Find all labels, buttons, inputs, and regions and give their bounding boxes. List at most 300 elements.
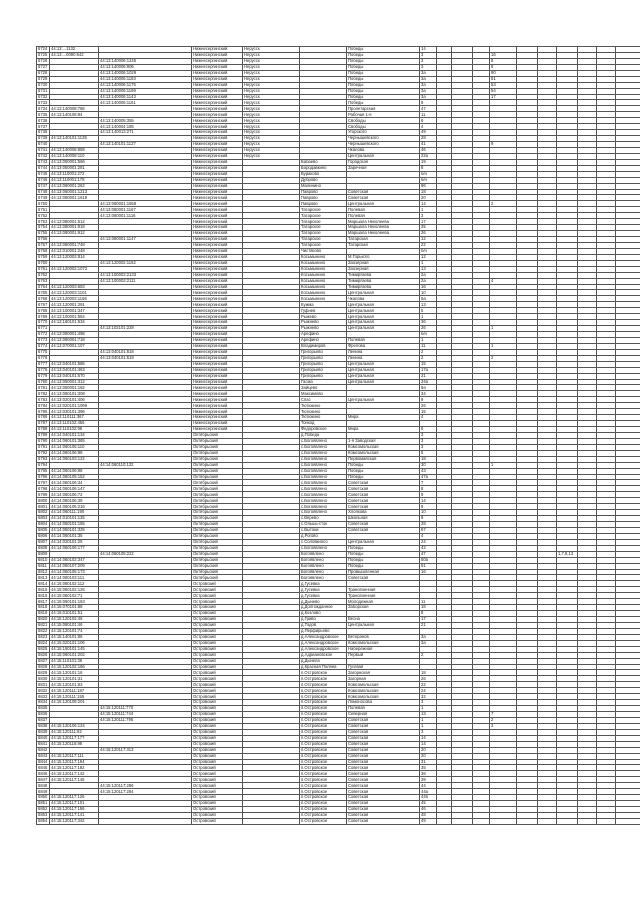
table-cell: Тимирязева [347,278,420,284]
table-cell: Октябрьский [192,539,243,545]
page-top-margin [0,0,640,46]
table-cell: Советская [347,759,420,765]
table-cell [517,818,538,824]
table-cell: Нижнесергинский [192,266,243,272]
table-row [37,818,640,824]
table-cell: Чернышевского [347,136,420,142]
table-cell [578,818,597,824]
table-cell: с.Верево [300,516,347,522]
table-cell: Октябрьский [192,474,243,480]
table-cell: 44:14:060103:122 [50,456,99,462]
table-cell: Островский [192,765,243,771]
table-cell: д.Александровское [300,646,347,652]
table-cell [616,818,640,824]
table-cell: 6852 [37,807,50,813]
table-cell [243,818,300,824]
table-cell: 44:13:040101:570 [50,373,99,379]
table-cell: п.Островское [300,777,347,783]
table-cell: 28 [420,136,437,142]
table-cell: Октябрьский [192,575,243,581]
table-cell: Нижнесергинский [192,177,243,183]
table-cell: 6753 [37,219,50,225]
table-cell: с.Соловкиосо [300,539,347,545]
table-cell [538,818,557,824]
table-cell: Центральная [347,367,420,373]
table-cell: Островский [192,712,243,718]
table-cell: п.Островское [300,783,347,789]
table-cell: Нижнесергинский [192,189,243,195]
table-cell: 44:15:060101:163 [50,599,99,605]
table-cell: 6823 [37,634,50,640]
table-cell: 6795 [37,468,50,474]
table-cell: Нерусск [243,130,300,136]
table-cell: с.Богоявлено [300,504,347,510]
table-cell: Победы [347,82,420,88]
table-cell: 44:15:120116:98 [50,741,99,747]
table-cell: Кужма [300,302,347,308]
table-cell: 4 [420,533,437,539]
table-cell: Центральная [347,397,420,403]
table-cell: 1 [420,207,437,213]
table-cell: с.Богоявлено [300,438,347,444]
table-cell: Гуфнев [300,308,347,314]
table-cell: Нижнесергинский [192,213,243,219]
table-cell: п.Островское [300,735,347,741]
table-cell: 6750 [37,201,50,207]
table-cell: 1 [420,260,437,266]
table-cell: 44:14:060102:347 [50,557,99,563]
table-cell: 6734 [37,106,50,112]
table-cell: Богоявлено [300,557,347,563]
table-cell: 6850 [37,795,50,801]
table-cell: Советская [347,717,420,723]
table-cell: 44:13:100001:347 [50,308,99,314]
table-cell: 44:15:120106:124 [50,723,99,729]
table-cell: Нижнесергинский [192,320,243,326]
table-cell: 53 [490,82,517,88]
table-cell: 44:13:060001:262 [50,183,99,189]
table-cell: Островский [192,723,243,729]
table-cell: Победы [347,462,420,468]
table-cell: с.Богоявлено [300,545,347,551]
table-cell: Октябрьский [192,545,243,551]
table-cell: Нерусск [243,64,300,70]
table-cell: 44:15:120117:342 [50,818,99,824]
table-cell: Нерусск [243,58,300,64]
table-cell: п.Островское [300,801,347,807]
table-cell: Советская [347,771,420,777]
table-cell: Комсомольская [347,688,420,694]
table-cell: Бураково [300,171,347,177]
table-cell: 31 [420,759,437,765]
table-cell: 6767 [37,302,50,308]
table-cell: 49 [420,818,437,824]
table-cell: п.Островское [300,729,347,735]
table-cell: Островский [192,747,243,753]
table-cell: 44:14:010101:125 [50,516,99,522]
table-cell: 6841 [37,741,50,747]
table-cell: 44:15:120117:145 [50,777,99,783]
table-cell: 30 [420,462,437,468]
table-cell: 6726 [37,58,50,64]
table-cell: 44:13:090001:718 [50,337,99,343]
table-cell: 6727 [37,64,50,70]
table-cell: 8 [420,165,437,171]
table-cell: 6807 [37,539,50,545]
table-cell: Дуброво [300,177,347,183]
table-cell: Нижнесергинский [192,397,243,403]
table-cell: Октябрьский [192,492,243,498]
table-cell: б/н [420,177,437,183]
table-cell: Нижнесергинский [192,58,243,64]
table-cell: 6747 [37,183,50,189]
table-cell: п.Островское [300,712,347,718]
table-cell: 3а [420,76,437,82]
table-cell: 6758 [37,248,50,254]
table-cell: 3 [420,700,437,706]
table-cell: 11 [420,343,437,349]
table-cell: Нижнесергинский [192,296,243,302]
table-cell: Советская [347,789,420,795]
table-cell: 6790 [37,438,50,444]
table-cell: 44:15:060101:202 [50,652,99,658]
table-cell: с.Богоявлено [300,462,347,468]
table-cell: 46 [420,807,437,813]
table-cell: Центральная [347,302,420,308]
table-cell: 20 [420,747,437,753]
table-cell: 51 [420,563,437,569]
table-cell: 6760 [37,260,50,266]
table-cell: 44:15:120117:156 [50,807,99,813]
table-cell: Ленина [347,355,420,361]
table-cell: 26 [420,676,437,682]
table-cell: 39 [420,777,437,783]
table-cell: Мира [347,427,420,433]
table-cell: Советская [347,522,420,528]
table-cell: Татарское [300,225,347,231]
table-cell: Нижнесергинский [192,207,243,213]
table-cell: 44:15:060102:126 [50,587,99,593]
table-cell: Комсомольская [347,682,420,688]
table-cell: 44:13:140006:1169 [99,88,192,94]
table-cell: 32 [420,694,437,700]
table-cell: 44:15:070101:88 [50,605,99,611]
table-cell: Островский [192,700,243,706]
table-cell: 44:15:060101:46 [50,622,99,628]
table-cell: Маршала Неколеева [347,231,420,237]
table-cell: Победы [347,551,420,557]
table-cell: Нижнесергинский [192,195,243,201]
table-cell: 3а [420,70,437,76]
table-cell: Нерусск [243,136,300,142]
table-cell: Богоявлено [300,575,347,581]
table-cell: 3 [420,213,437,219]
table-cell: б/н [420,248,437,254]
table-cell: 44:14:060101:365 [50,438,99,444]
table-cell: Маршала Неколеева [347,225,420,231]
table-cell: Победы [347,47,420,53]
table-cell: д.Красная Поляна [300,664,347,670]
table-cell: Ветеранов [347,634,420,640]
table-cell: 6835 [37,706,50,712]
table-cell: М.Горького [347,254,420,260]
table-cell: 18 [420,456,437,462]
table-cell: 6846 [37,771,50,777]
table-cell: Центральная [347,308,420,314]
table-cell: 96 [420,183,437,189]
table-cell: 44:15:120117:142 [50,771,99,777]
table-cell: Татарская [347,242,420,248]
table-cell: 44:15:120117:141 [50,812,99,818]
table-cell: Комсомольская [347,444,420,450]
table-cell: 6800 [37,498,50,504]
table-cell: 44б [420,795,437,801]
table-cell: 6786 [37,415,50,421]
table-cell: Советская [347,729,420,735]
table-cell: 6808 [37,545,50,551]
table-cell: Нижнесергинский [192,379,243,385]
table-cell: 44:15:120117:284 [99,789,192,795]
table-cell: 12 [420,254,437,260]
table-cell: Нерусск [243,147,300,153]
table-cell: 6745 [37,171,50,177]
table-cell: Октябрьский [192,569,243,575]
table-cell: д.Победа [300,432,347,438]
table-cell: Советская [347,741,420,747]
table-cell: 34 [420,391,437,397]
table-cell: Татарское [300,213,347,219]
table-cell: 6764 [37,284,50,290]
table-cell: 3а [420,634,437,640]
table-cell: Нижнесергинский [192,52,243,58]
table-cell: 44:15:120111:187 [50,688,99,694]
table-cell: Чернышевского [347,142,420,148]
table-cell: 44:14:060106:98 [50,468,99,474]
table-cell: 6733 [37,100,50,106]
table-cell: 3 [420,438,437,444]
table-cell: 6791 [37,444,50,450]
table-cell: 44:15:120117:313 [99,747,192,753]
table-cell: 18 [420,670,437,676]
table-cell: Рыжнево [300,326,347,332]
table-cell: Нижнесергинский [192,385,243,391]
table-cell: 2 [420,349,437,355]
table-cell: Максимово [300,391,347,397]
table-cell: 44:13:060001:1619 [50,195,99,201]
table-cell: Нерусск [243,100,300,106]
table-cell: Нерусск [243,124,300,130]
table-cell: п.Островское [300,706,347,712]
table-cell: 44:13:102101:228 [99,326,192,332]
table-cell: 4 [490,278,517,284]
table-cell: Молодежная [347,599,420,605]
table-cell: 44:15:120101:16 [50,670,99,676]
table-cell: Нижнесергинский [192,260,243,266]
table-cell: Победы [347,52,420,58]
table-cell: Островский [192,593,243,599]
table-cell: 6840 [37,735,50,741]
address-register-table [36,46,640,825]
table-cell: Северная [347,712,420,718]
table-cell: 44:15:120101:31 [50,676,99,682]
table-cell: Островский [192,812,243,818]
table-cell: Нерусск [243,70,300,76]
table-cell: 6805 [37,527,50,533]
table-cell: Нижнесергинский [192,361,243,367]
table-cell: Татарское [300,219,347,225]
table-cell: Нижнесергинский [192,278,243,284]
table-cell: 44:15:120111:770 [99,706,192,712]
table-cell: 6775 [37,349,50,355]
table-cell: 44 [420,783,437,789]
table-cell: 44:13:140006:1245 [99,58,192,64]
table-cell: Арефино [300,337,347,343]
table-cell: Октябрьский [192,522,243,528]
table-cell: Нижнесергинский [192,332,243,338]
table-cell: Заборская [347,605,420,611]
table-cell: 47 [420,551,437,557]
table-cell: Островский [192,735,243,741]
table-cell: 3а [420,82,437,88]
table-cell: 6792 [37,450,50,456]
table-cell: Тонкод [300,421,347,427]
table-cell: 26 [420,403,437,409]
table-cell: с.Богоявлено [300,450,347,456]
table-cell: Нижнесергинский [192,373,243,379]
table-body [37,47,640,825]
table-cell: Первый [347,652,420,658]
table-cell: 41 [420,142,437,148]
table-cell: Тимирязева [347,272,420,278]
table-cell: 6804 [37,522,50,528]
table-cell: Хлопкова [347,510,420,516]
table-cell: 16 [490,52,517,58]
table-cell: Трансвоенная [347,587,420,593]
table-cell: 1-я Заводская [347,438,420,444]
table-cell: Григорьево [300,361,347,367]
table-cell: 44:13:140005:355 [99,118,192,124]
table-cell: 17 [490,94,517,100]
table-cell: 44:15:010101:51 [50,611,99,617]
table-cell: Набережная [347,646,420,652]
table-cell: Бабаево [300,159,347,165]
table-cell: д.Дынево [300,599,347,605]
table-cell: Городская [347,159,420,165]
table-cell: 44:14:060101:35 [50,533,99,539]
table-cell: 6744 [37,165,50,171]
table-cell: 34а [420,379,437,385]
table-cell: 44:13:140004:185 [99,124,192,130]
table-cell: 6817 [37,599,50,605]
table-cell: Нижнесергинский [192,415,243,421]
table-cell: 14 [420,735,437,741]
table-cell: 44:15:120111:155 [50,694,99,700]
table-cell: д.Долгожданное [300,605,347,611]
table-cell: 14 [420,201,437,207]
table-cell: 6853 [37,812,50,818]
table-cell: 44:14:050101:325 [50,527,99,533]
table-cell: Богоявлено [300,569,347,575]
table-cell: Советская [347,189,420,195]
table-cell: Островский [192,777,243,783]
table-cell: 6838 [37,723,50,729]
table-cell: Школьная [347,516,420,522]
table-cell: Октябрьский [192,498,243,504]
table-cell: 7 [490,712,517,718]
table-cell: Нерусск [243,142,300,148]
table-cell: Октябрьский [192,557,243,563]
table-cell: 6756 [37,237,50,243]
table-cell: 44:13:140108:84 [50,112,99,118]
table-cell: 6782 [37,391,50,397]
table-cell: 10 [420,510,437,516]
table-cell: Первомайская [347,456,420,462]
table-cell: 4 [420,415,437,421]
table-cell: Советская [347,777,420,783]
table-cell: д.Гусевка [300,593,347,599]
table-cell: 6752 [37,213,50,219]
table-cell: Советская [347,783,420,789]
table-cell: 44:15:120117:286 [99,783,192,789]
table-cell: 44:15:120117:177 [50,735,99,741]
table-cell: Островский [192,652,243,658]
table-cell: 6740 [37,142,50,148]
table-cell: 44:14:060106:72 [50,492,99,498]
table-cell: б/н [420,332,437,338]
table-cell: 6789 [37,432,50,438]
table-cell: 15 [420,409,437,415]
table-cell: Нижнесергинский [192,94,243,100]
table-cell: 6749 [37,195,50,201]
table-cell: 6728 [37,70,50,76]
table-cell: 44:13:070001:107 [50,343,99,349]
table-cell: Гусевая [347,664,420,670]
table-cell: Нижнесергинский [192,183,243,189]
table-cell: 6830 [37,676,50,682]
table-cell: Победы [347,474,420,480]
table-cell: 6814 [37,581,50,587]
table-cell: Нерусск [243,106,300,112]
table-cell: Островский [192,795,243,801]
table-cell: Рыжнево [300,320,347,326]
table-cell: 6770 [37,320,50,326]
table-cell: п.Островское [300,700,347,706]
table-cell: 1 [490,462,517,468]
table-cell: 44:14:060105:216 [50,504,99,510]
table-cell: Свободы [347,124,420,130]
table-cell: 6815 [37,587,50,593]
table-cell: 6811 [37,563,50,569]
table-cell: б/н [420,171,437,177]
table-cell: Нерусск [243,112,300,118]
table-cell: 3 [420,64,437,70]
table-cell: Октябрьский [192,480,243,486]
table-cell: 1 [420,723,437,729]
table-cell: 6754 [37,225,50,231]
table-cell: п.Островское [300,670,347,676]
table-cell: с.Богоявлено [300,510,347,516]
table-cell: Победы [347,563,420,569]
table-cell: 44:13:120003:683 [50,284,99,290]
table-cell: 44:13:140008:889 [50,147,99,153]
table-cell: Островский [192,753,243,759]
table-cell: 9а [420,385,437,391]
table-cell: 44:13:080001:912 [50,231,99,237]
table-cell: д.Перфирьево [300,628,347,634]
table-cell: Загорнская [347,670,420,676]
table-cell: Полевая [347,213,420,219]
table-cell: 44:14:060105:222 [99,551,192,557]
